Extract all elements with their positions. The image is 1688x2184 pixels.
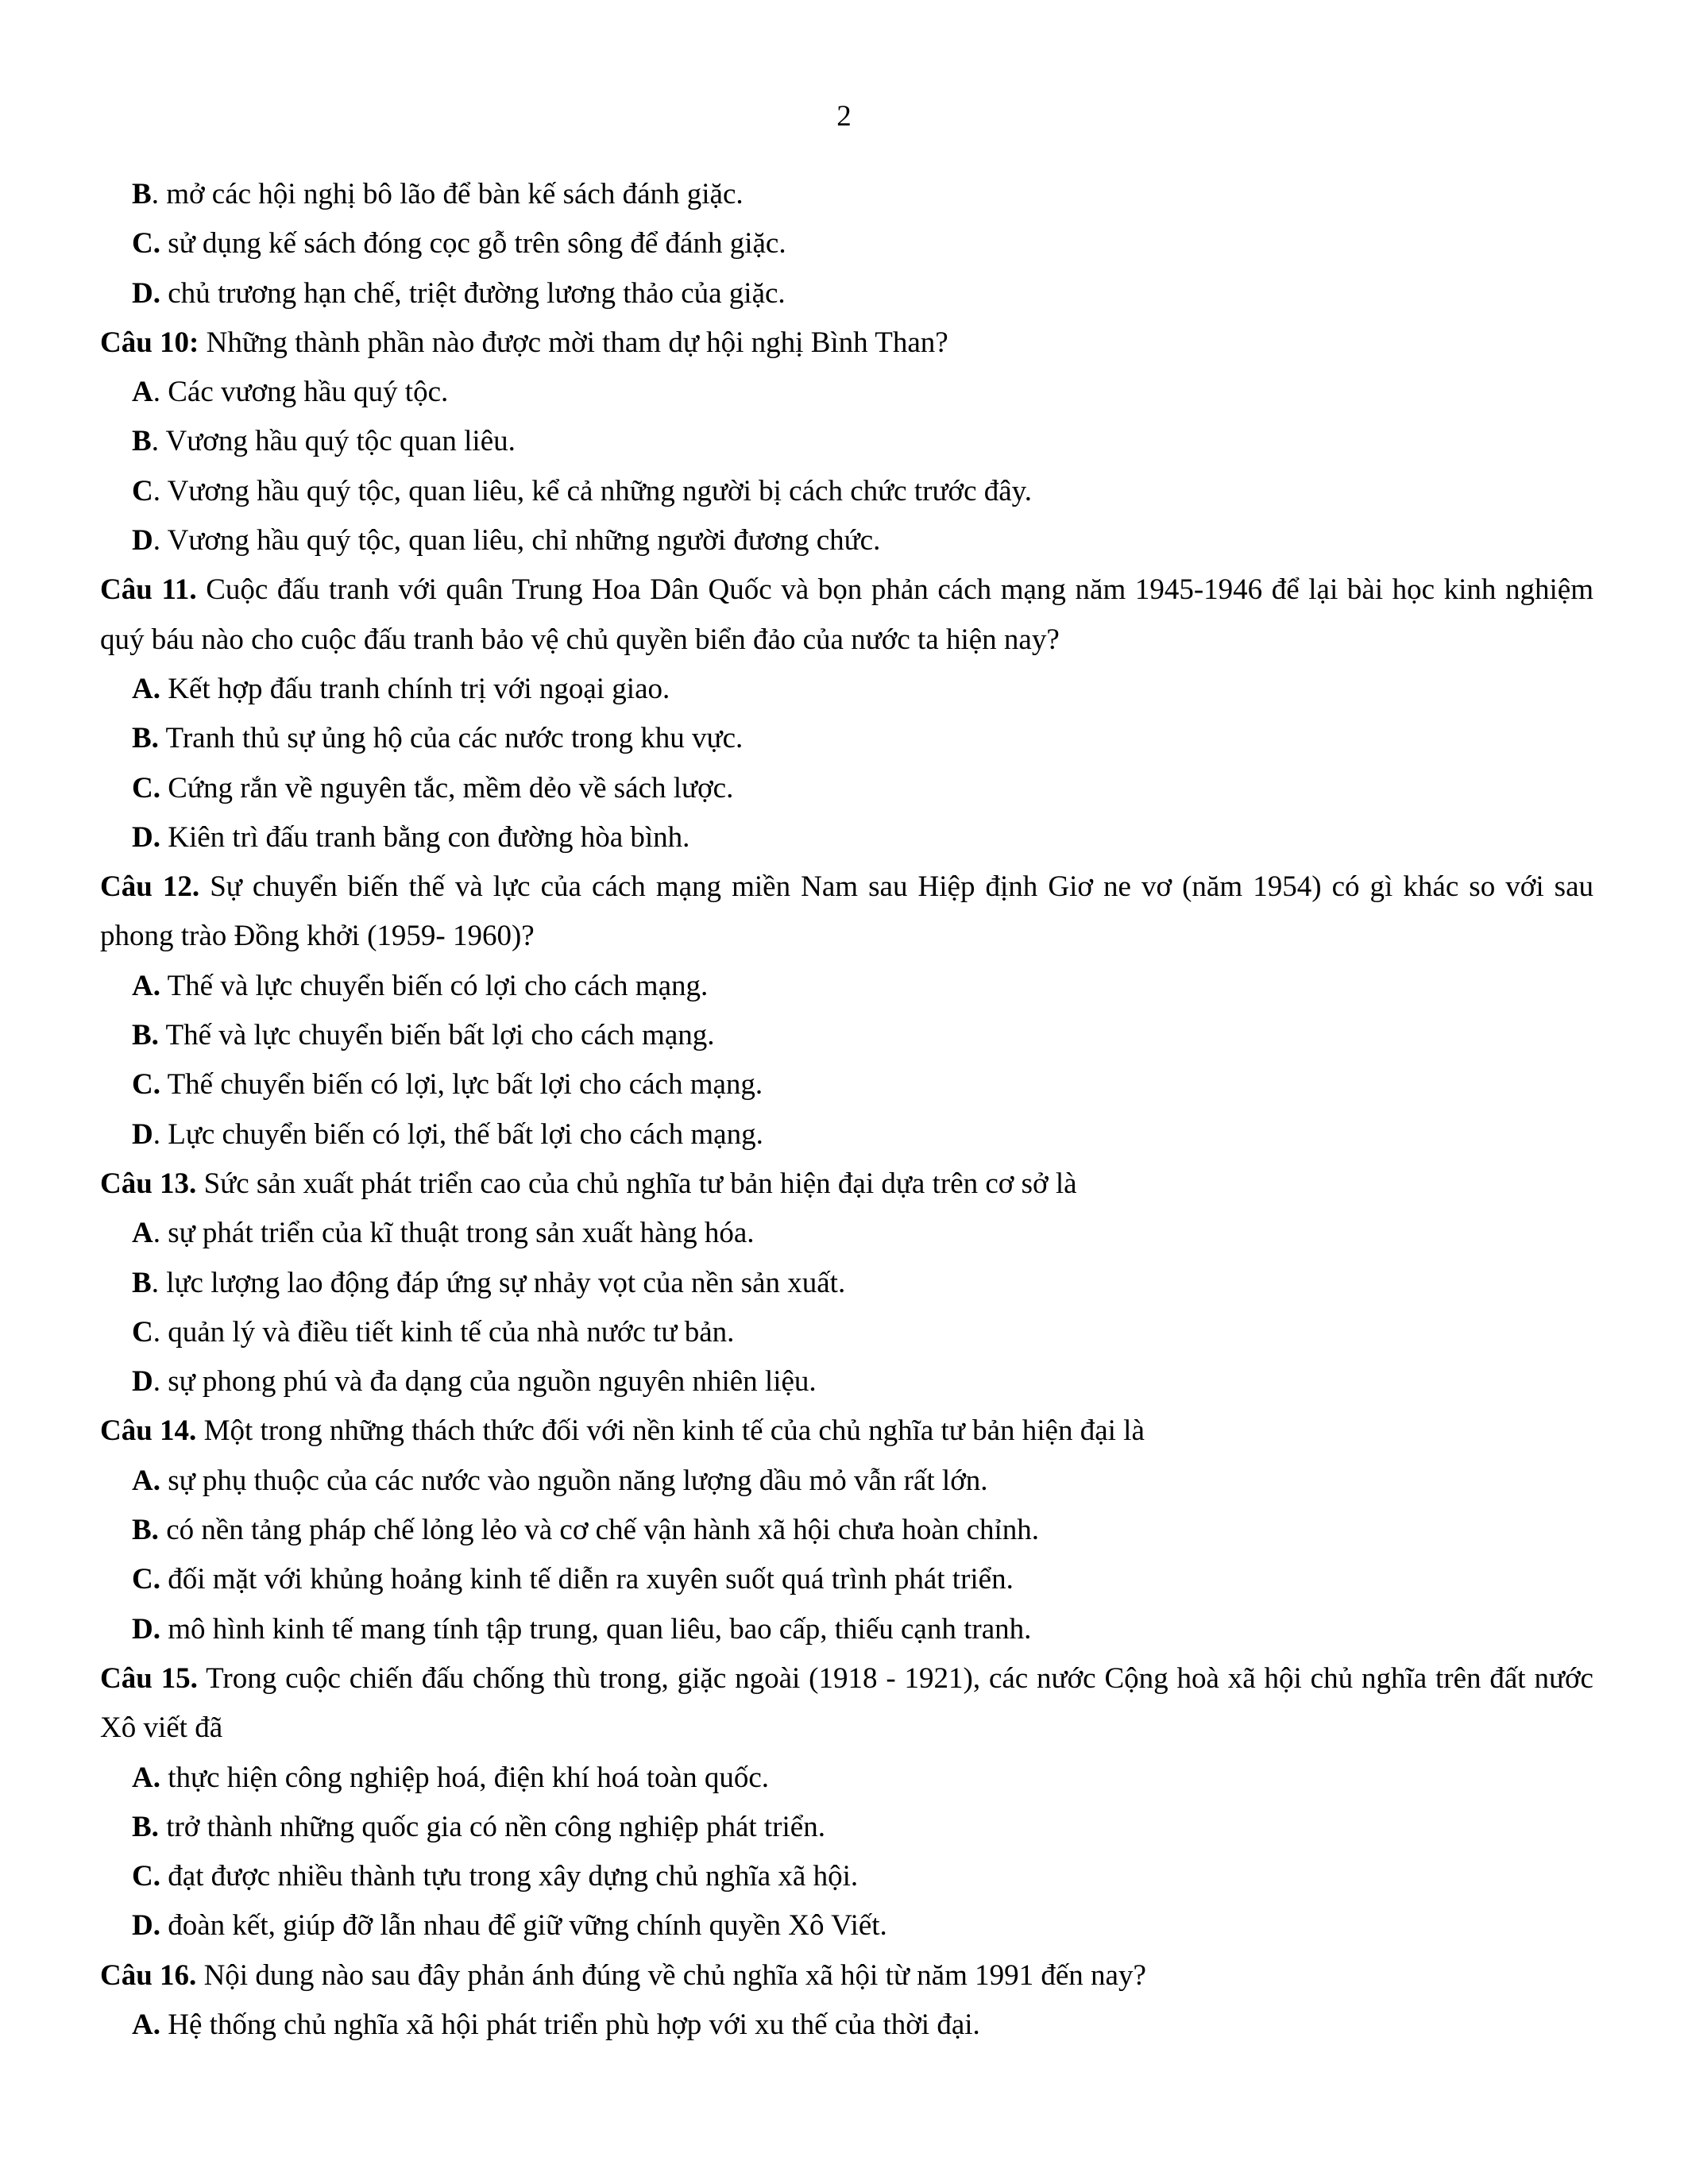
- question-stem: [100, 565, 1593, 665]
- option-letter: B.: [132, 1810, 159, 1843]
- answer-option: [100, 813, 1593, 862]
- answer-option: [100, 1308, 1593, 1357]
- option-text: . Các vương hầu quý tộc.: [153, 376, 449, 409]
- answer-option: [100, 962, 1593, 1011]
- option-text: Kết hợp đấu tranh chính trị với ngoại giao.: [160, 672, 670, 705]
- option-text: Kiên trì đấu tranh bằng con đường hòa bình.: [160, 820, 690, 854]
- question-label: Câu 13.: [100, 1167, 197, 1200]
- option-letter: C.: [132, 1563, 160, 1596]
- question-stem: [100, 1160, 1593, 1209]
- option-text: trở thành những quốc gia có nền công nghiệp phát triển.: [158, 1810, 825, 1843]
- option-letter: A.: [132, 2008, 160, 2041]
- question-label: Câu 15.: [100, 1661, 198, 1695]
- document-body: [100, 170, 1593, 2050]
- option-letter: C: [132, 474, 153, 507]
- option-letter: A: [132, 376, 153, 409]
- option-text: Thế và lực chuyển biến bất lợi cho cách mạng.: [158, 1019, 715, 1052]
- option-letter: C.: [132, 227, 160, 260]
- option-text: . sự phát triển của kĩ thuật trong sản xuất hàng hóa.: [153, 1217, 755, 1250]
- option-text: Hệ thống chủ nghĩa xã hội phát triển phù hợp với xu thế của thời đại.: [160, 2008, 980, 2041]
- question-text: Sự chuyển biến thế và lực của cách mạng miền Nam sau Hiệp định Giơ ne vơ (năm 1954) có gì khác so với sau phong trào Đồng khởi (1959- 1960)?: [100, 870, 1593, 953]
- option-text: . quản lý và điều tiết kinh tế của nhà nước tư bản.: [153, 1315, 735, 1349]
- option-letter: A.: [132, 672, 160, 705]
- option-letter: D.: [132, 276, 160, 310]
- answer-option: [100, 417, 1593, 466]
- question-text: Cuộc đấu tranh với quân Trung Hoa Dân Quốc và bọn phản cách mạng năm 1945-1946 để lại bài học kinh nghiệm quý báu nào cho cuộc đấu tranh bảo vệ chủ quyền biển đảo của nước ta hiện nay?: [100, 573, 1593, 656]
- option-text: đạt được nhiều thành tựu trong xây dựng chủ nghĩa xã hội.: [160, 1860, 859, 1893]
- answer-option: [100, 1259, 1593, 1308]
- option-letter: B: [132, 425, 152, 458]
- answer-option: [100, 1457, 1593, 1506]
- question-stem: [100, 1406, 1593, 1456]
- answer-option: [100, 1754, 1593, 1803]
- answer-option: [100, 665, 1593, 714]
- question-text: Một trong những thách thức đối với nền kinh tế của chủ nghĩa tư bản hiện đại là: [196, 1414, 1145, 1448]
- answer-option: [100, 764, 1593, 813]
- option-text: có nền tảng pháp chế lỏng lẻo và cơ chế vận hành xã hội chưa hoàn chỉnh.: [158, 1514, 1040, 1547]
- option-text: sự phụ thuộc của các nước vào nguồn năng lượng dầu mỏ vẫn rất lớn.: [160, 1464, 988, 1497]
- answer-option: [100, 368, 1593, 417]
- option-text: . mở các hội nghị bô lão để bàn kế sách đánh giặc.: [151, 178, 744, 210]
- option-text: . Vương hầu quý tộc, quan liêu, kể cả những người bị cách chức trước đây.: [153, 474, 1033, 507]
- option-letter: D: [132, 1117, 153, 1151]
- answer-option: [100, 1803, 1593, 1852]
- answer-option: [100, 1110, 1593, 1160]
- question-stem: [100, 1654, 1593, 1754]
- answer-option: [100, 1060, 1593, 1109]
- page-number: 2: [836, 100, 852, 133]
- answer-option: [100, 714, 1593, 763]
- option-text: . lực lượng lao động đáp ứng sự nhảy vọt của nền sản xuất.: [151, 1266, 846, 1299]
- answer-option: [100, 170, 1593, 219]
- question-label: Câu 12.: [100, 870, 200, 904]
- option-letter: D.: [132, 1909, 160, 1943]
- question-label: Câu 14.: [100, 1414, 197, 1448]
- question-stem: [100, 1951, 1593, 2001]
- question-text: Những thành phần nào được mời tham dự hội nghị Bình Than?: [199, 326, 948, 359]
- option-text: . Vương hầu quý tộc, quan liêu, chỉ những người đương chức.: [153, 524, 881, 558]
- option-text: sử dụng kế sách đóng cọc gỗ trên sông để đánh giặc.: [160, 227, 786, 260]
- option-letter: A.: [132, 1464, 160, 1497]
- option-letter: B.: [132, 1019, 159, 1052]
- answer-option: [100, 1357, 1593, 1406]
- option-letter: D: [132, 1365, 153, 1399]
- question-text: Nội dung nào sau đây phản ánh đúng về chủ nghĩa xã hội từ năm 1991 đến nay?: [196, 1958, 1146, 1992]
- option-letter: C.: [132, 1860, 160, 1893]
- option-text: thực hiện công nghiệp hoá, điện khí hoá toàn quốc.: [160, 1761, 770, 1794]
- answer-option: [100, 1011, 1593, 1060]
- answer-option: [100, 219, 1593, 268]
- answer-option: [100, 1605, 1593, 1654]
- option-text: đối mặt với khủng hoảng kinh tế diễn ra xuyên suốt quá trình phát triển.: [160, 1563, 1014, 1596]
- option-letter: A.: [132, 1761, 160, 1794]
- option-letter: C.: [132, 771, 160, 805]
- option-letter: C.: [132, 1068, 160, 1102]
- option-letter: A.: [132, 969, 160, 1002]
- option-letter: D.: [132, 820, 160, 854]
- answer-option: [100, 1555, 1593, 1604]
- option-letter: B.: [132, 1514, 159, 1547]
- question-label: Câu 16.: [100, 1958, 197, 1992]
- option-letter: B: [132, 1266, 152, 1299]
- option-letter: B.: [132, 722, 159, 755]
- option-text: Thế và lực chuyển biến có lợi cho cách mạng.: [160, 969, 709, 1002]
- option-text: Cứng rắn về nguyên tắc, mềm dẻo về sách lược.: [160, 771, 734, 805]
- option-text: . Vương hầu quý tộc quan liêu.: [151, 425, 516, 458]
- answer-option: [100, 1901, 1593, 1951]
- question-label: Câu 10:: [100, 326, 199, 359]
- answer-option: [100, 516, 1593, 565]
- option-text: . sự phong phú và đa dạng của nguồn nguyên nhiên liệu.: [153, 1365, 817, 1399]
- question-stem: [100, 862, 1593, 962]
- answer-option: [100, 467, 1593, 516]
- option-text: Thế chuyển biến có lợi, lực bất lợi cho cách mạng.: [160, 1068, 763, 1102]
- answer-option: [100, 1209, 1593, 1258]
- question-text: Sức sản xuất phát triển cao của chủ nghĩa tư bản hiện đại dựa trên cơ sở là: [196, 1167, 1077, 1200]
- option-text: đoàn kết, giúp đỡ lẫn nhau để giữ vững chính quyền Xô Viết.: [160, 1909, 887, 1943]
- answer-option: [100, 269, 1593, 318]
- question-label: Câu 11.: [100, 573, 197, 607]
- option-letter: D: [132, 524, 153, 558]
- question-text: Trong cuộc chiến đấu chống thù trong, giặc ngoài (1918 - 1921), các nước Cộng hoà xã hội chủ nghĩa trên đất nước Xô viết đã: [100, 1661, 1593, 1745]
- option-letter: D.: [132, 1612, 160, 1646]
- option-text: chủ trương hạn chế, triệt đường lương thảo của giặc.: [160, 276, 786, 310]
- option-text: mô hình kinh tế mang tính tập trung, quan liêu, bao cấp, thiếu cạnh tranh.: [160, 1612, 1032, 1646]
- question-stem: [100, 318, 1593, 368]
- answer-option: [100, 2001, 1593, 2050]
- option-letter: B: [132, 178, 152, 210]
- answer-option: [100, 1852, 1593, 1901]
- option-letter: A: [132, 1217, 153, 1250]
- option-letter: C: [132, 1315, 153, 1349]
- answer-option: [100, 1506, 1593, 1555]
- option-text: . Lực chuyển biến có lợi, thế bất lợi cho cách mạng.: [153, 1117, 763, 1151]
- option-text: Tranh thủ sự ủng hộ của các nước trong khu vực.: [158, 722, 744, 755]
